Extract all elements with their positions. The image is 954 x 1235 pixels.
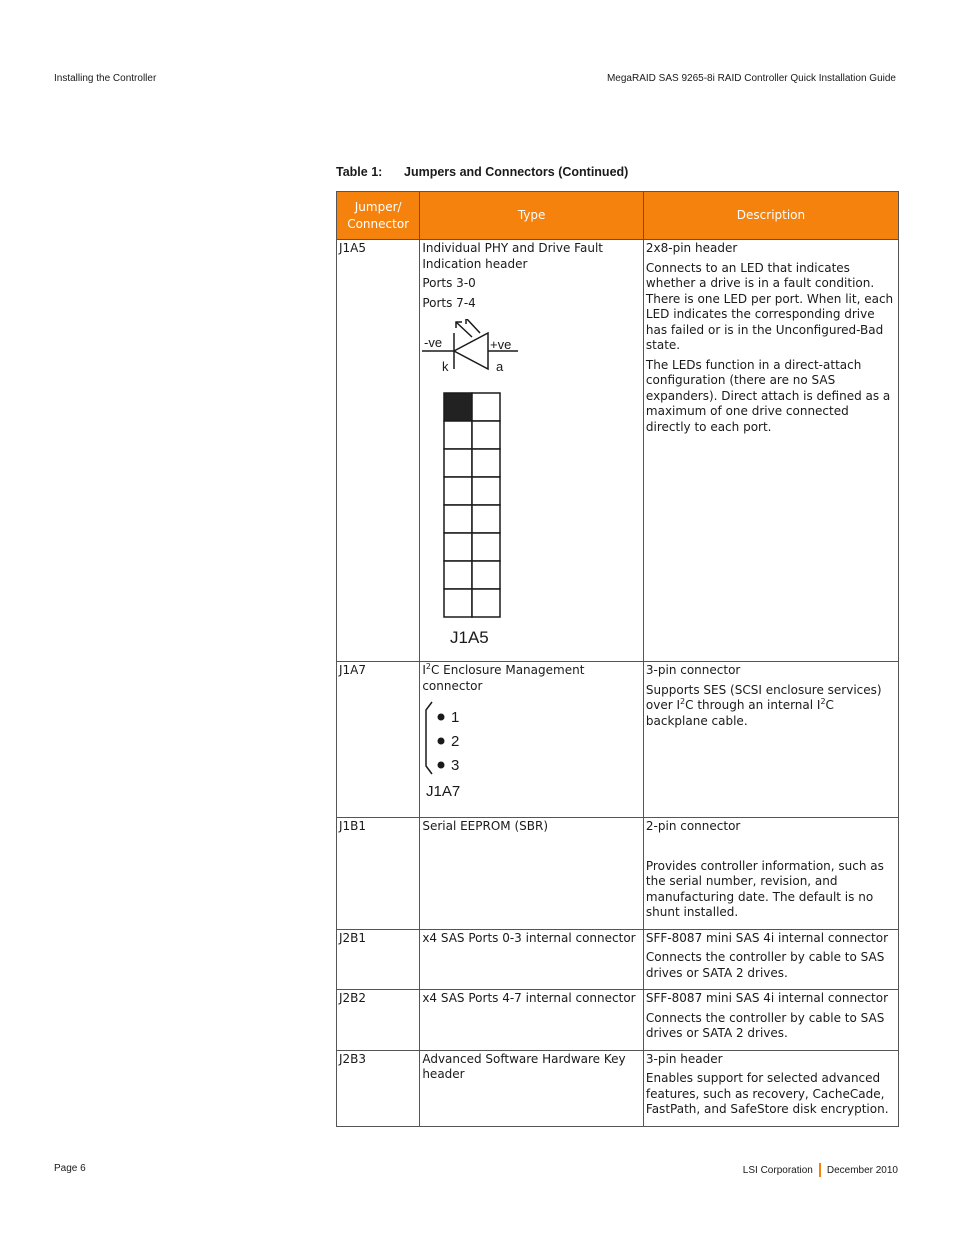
pin-grid-2x8 — [444, 393, 500, 617]
column-header-jumper: Jumper/ Connector — [337, 192, 420, 240]
pin-3-label: 3 — [451, 757, 460, 774]
type-cell: Serial EEPROM (SBR) — [420, 818, 644, 930]
footer-divider — [819, 1163, 821, 1177]
led-negative-label: -ve — [424, 335, 443, 350]
j1a7-diagram-label: J1A7 — [426, 783, 461, 800]
table-row-j2b2 — [337, 990, 899, 1051]
j1a5-diagram-label: J1A5 — [450, 628, 490, 644]
table-row-j1a7 — [337, 662, 899, 818]
pin-1-label: 1 — [451, 709, 460, 726]
table-row-j1b1 — [337, 818, 899, 930]
table-row-j2b1 — [337, 929, 899, 990]
table-row-j2b3 — [337, 1050, 899, 1126]
page-number: Page 6 — [54, 1163, 86, 1174]
jumper-cell: J2B2 — [337, 990, 420, 1051]
column-header-type: Type — [420, 192, 644, 240]
j1a7-connector-diagram — [422, 700, 502, 804]
running-header-title: MegaRAID SAS 9265-8i RAID Controller Quick Installation Guide — [606, 73, 896, 84]
connector-outline-icon — [426, 702, 432, 774]
footer-publisher — [743, 1163, 898, 1177]
column-header-description: Description — [643, 192, 898, 240]
table-header-row — [337, 192, 899, 240]
description-cell: 2x8-pin header Connects to an LED that indicates whether a drive is in a fault condition. There is one LED per port. When lit, each LED indicates the corresponding drive has failed or is in the Unconfigured-Bad state. The LEDs function in a direct-attach configuration (there are no SAS expanders). Direct attach is defined as a maximum of one drive connected directly to each port. — [643, 240, 898, 662]
led-positive-label: +ve — [490, 337, 512, 352]
type-cell: $I^2C$ Enclosure Management connector 1 2 3 J1A7 — [420, 662, 644, 818]
description-cell: 3-pin connector Supports SES (SCSI enclosure services) over $I^2C$ through an internal $I^2C$ backplane cable. — [643, 662, 898, 818]
led-cathode-label: k — [442, 359, 449, 374]
running-header-section: Installing the Controller — [54, 73, 157, 84]
description-cell: 2-pin connector Provides controller information, such as the serial number, revision, and manufacturing date. The default is no shunt installed. — [643, 818, 898, 930]
table-caption — [336, 165, 628, 179]
jumper-cell: J1A5 — [337, 240, 420, 662]
type-cell: x4 SAS Ports 4-7 internal connector — [420, 990, 644, 1051]
description-cell: SFF-8087 mini SAS 4i internal connector Connects the controller by cable to SAS drives or SATA 2 drives. — [643, 929, 898, 990]
jumper-cell: J2B1 — [337, 929, 420, 990]
table-row-j1a5 — [337, 240, 899, 662]
footer-company: LSI Corporation — [742, 1164, 813, 1176]
led-anode-label: a — [496, 359, 504, 374]
table-title: Jumpers and Connectors (Continued) — [404, 165, 629, 179]
description-cell: SFF-8087 mini SAS 4i internal connector Connects the controller by cable to SAS drives or SATA 2 drives. — [643, 990, 898, 1051]
pin-2-label: 2 — [451, 733, 460, 750]
type-cell: Advanced Software Hardware Key header — [420, 1050, 644, 1126]
footer-date: December 2010 — [826, 1164, 898, 1176]
description-cell: 3-pin header Enables support for selected advanced features, such as recovery, CacheCade, FastPath, and SafeStore disk encryption. — [643, 1050, 898, 1126]
table-number: Table 1: — [336, 165, 383, 179]
jumper-cell: J2B3 — [337, 1050, 420, 1126]
j1a5-header-diagram — [422, 319, 532, 644]
type-cell: x4 SAS Ports 0-3 internal connector — [420, 929, 644, 990]
jumper-cell: J1A7 — [337, 662, 420, 818]
jumpers-connectors-table — [336, 191, 899, 1127]
jumper-cell: J1B1 — [337, 818, 420, 930]
type-cell: Individual PHY and Drive Fault Indication header Ports 3-0 Ports 7-4 -ve +ve k a J1A5 — [420, 240, 644, 662]
